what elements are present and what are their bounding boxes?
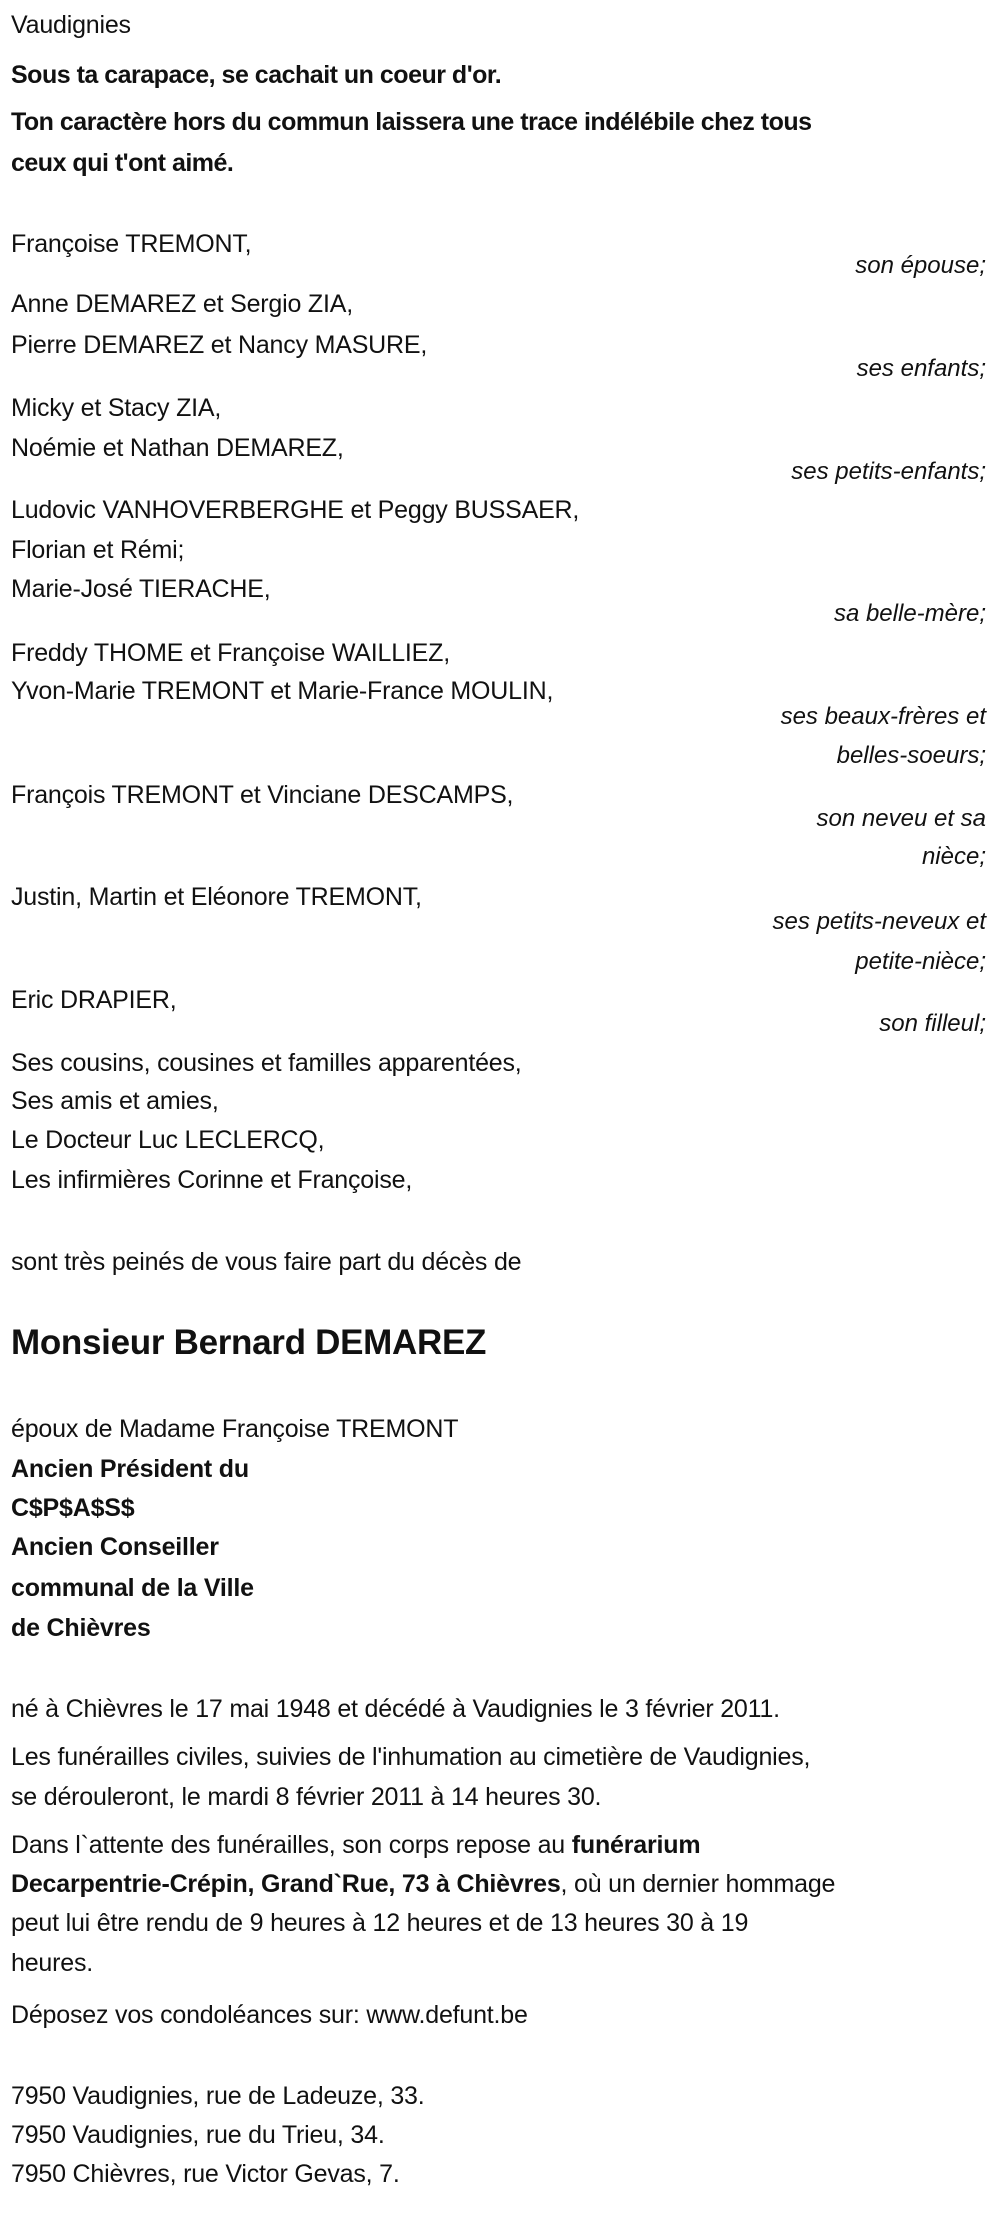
address: 7950 Chièvres, rue Victor Gevas, 7.: [11, 2160, 400, 2188]
relation: ses petits-enfants;: [791, 458, 986, 485]
title-line: Ancien Conseiller: [11, 1533, 219, 1561]
quote-line: Ton caractère hors du commun laissera une trace indélébile chez tous: [11, 108, 812, 136]
visitation-bold: funérarium: [571, 1831, 701, 1859]
relation: ses enfants;: [856, 355, 986, 382]
family-name: Ludovic VANHOVERBERGHE et Peggy BUSSAER,: [11, 496, 580, 524]
family-name: Justin, Martin et Eléonore TREMONT,: [11, 883, 422, 911]
relation: nièce;: [921, 843, 986, 870]
relation: sa belle-mère;: [833, 600, 986, 627]
relation: son filleul;: [879, 1010, 986, 1037]
spouse-line: époux de Madame Françoise TREMONT: [11, 1415, 459, 1443]
relation: son neveu et sa: [816, 805, 986, 832]
visitation-line: [11, 1829, 700, 1861]
others-line: Ses cousins, cousines et familles apparentées,: [11, 1049, 522, 1077]
others-line: Les infirmières Corinne et Françoise,: [11, 1166, 413, 1194]
visitation-line: heures.: [11, 1949, 93, 1977]
visitation-text: , où un dernier hommage: [560, 1870, 836, 1898]
visitation-line: peut lui être rendu de 9 heures à 12 heures et de 13 heures 30 à 19: [11, 1909, 749, 1937]
relation: son épouse;: [855, 252, 986, 279]
family-name: Pierre DEMAREZ et Nancy MASURE,: [11, 331, 428, 359]
title-line: C$P$A$S$: [11, 1494, 135, 1522]
announcement: sont très peinés de vous faire part du décès de: [11, 1248, 522, 1276]
relation: belles-soeurs;: [836, 742, 986, 769]
family-name: Noémie et Nathan DEMAREZ,: [11, 434, 344, 462]
title-line: de Chièvres: [11, 1614, 151, 1642]
visitation-line: [11, 1868, 835, 1900]
family-name: Micky et Stacy ZIA,: [11, 394, 222, 422]
family-name: Anne DEMAREZ et Sergio ZIA,: [11, 290, 353, 318]
address: 7950 Vaudignies, rue de Ladeuze, 33.: [11, 2082, 425, 2110]
condolences: Déposez vos condoléances sur: www.defunt.be: [11, 2001, 528, 2029]
funeral-line: Les funérailles civiles, suivies de l'inhumation au cimetière de Vaudignies,: [11, 1743, 811, 1771]
funeral-line: se dérouleront, le mardi 8 février 2011 à 14 heures 30.: [11, 1783, 602, 1811]
funeral-home: Decarpentrie-Crépin, Grand`Rue, 73 à Chièvres: [11, 1870, 561, 1898]
family-name: Eric DRAPIER,: [11, 986, 177, 1014]
quote-line: Sous ta carapace, se cachait un coeur d'or.: [11, 61, 502, 89]
relation: petite-nièce;: [855, 948, 986, 975]
address: 7950 Vaudignies, rue du Trieu, 34.: [11, 2121, 385, 2149]
quote-line: ceux qui t'ont aimé.: [11, 149, 234, 177]
family-name: Florian et Rémi;: [11, 536, 185, 564]
location: Vaudignies: [11, 11, 131, 39]
birth-death: né à Chièvres le 17 mai 1948 et décédé à Vaudignies le 3 février 2011.: [11, 1695, 780, 1723]
relation: ses petits-neveux et: [772, 908, 986, 935]
family-name: Freddy THOME et Françoise WAILLIEZ,: [11, 639, 450, 667]
family-name: Françoise TREMONT,: [11, 230, 252, 258]
relation: ses beaux-frères et: [780, 703, 986, 730]
others-line: Ses amis et amies,: [11, 1087, 219, 1115]
others-line: Le Docteur Luc LECLERCQ,: [11, 1126, 325, 1154]
title-line: communal de la Ville: [11, 1574, 254, 1602]
deceased-name: Monsieur Bernard DEMAREZ: [11, 1323, 487, 1362]
family-name: Marie-José TIERACHE,: [11, 575, 271, 603]
visitation-text: Dans l`attente des funérailles, son corps repose au: [11, 1831, 572, 1859]
family-name: Yvon-Marie TREMONT et Marie-France MOULIN,: [11, 677, 554, 705]
family-name: François TREMONT et Vinciane DESCAMPS,: [11, 781, 514, 809]
title-line: Ancien Président du: [11, 1455, 249, 1483]
